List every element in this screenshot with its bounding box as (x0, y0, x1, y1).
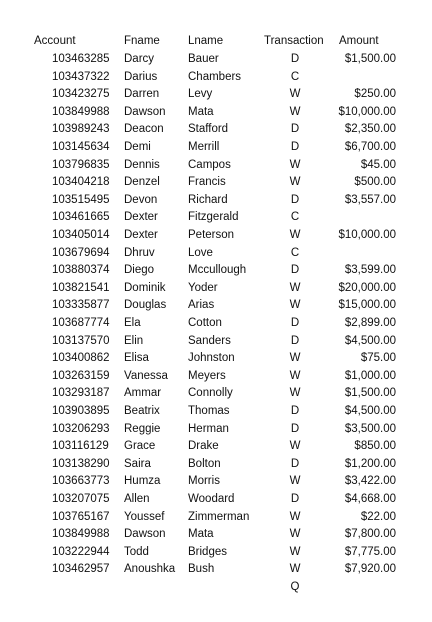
cell-fname: Dennis (124, 158, 160, 171)
cell-transaction: D (290, 123, 300, 136)
cell-account: 103849988 (52, 105, 110, 118)
table-row (0, 509, 432, 526)
cell-lname: Levy (188, 88, 213, 101)
cell-lname: Bridges (188, 545, 227, 558)
cell-account: 103145634 (52, 141, 110, 153)
cell-transaction: D (290, 457, 300, 470)
table-row (0, 385, 432, 402)
cell-fname: Todd (124, 545, 149, 558)
cell-account: 103263159 (52, 369, 110, 382)
column-header-lname: Lname (188, 35, 224, 47)
table-row (0, 421, 432, 438)
cell-account: 103206293 (52, 422, 110, 435)
cell-transaction: W (289, 176, 301, 189)
column-header-amount: Amount (339, 35, 379, 47)
cell-account: 103138290 (52, 457, 110, 470)
cell-fname: Grace (124, 440, 156, 453)
cell-lname: Stafford (188, 123, 229, 136)
cell-amount: $1,200.00 (344, 457, 396, 470)
table-row (0, 69, 432, 86)
table-row (0, 121, 432, 138)
cell-account: 103335877 (52, 299, 110, 312)
cell-account: 103903895 (52, 405, 110, 417)
cell-fname: Devon (124, 193, 158, 206)
cell-lname: Johnston (188, 352, 235, 365)
cell-lname: Bauer (188, 53, 219, 65)
cell-fname: Demi (124, 141, 151, 153)
cell-account: 103222944 (52, 545, 110, 558)
table-row (0, 315, 432, 332)
cell-account: 103116129 (52, 440, 109, 453)
cell-lname: Peterson (188, 229, 235, 241)
cell-lname: Love (188, 246, 213, 259)
cell-lname: Mata (188, 105, 214, 118)
cell-transaction: W (289, 387, 301, 400)
cell-account: 103821541 (52, 281, 110, 294)
cell-amount: $45.00 (360, 158, 396, 171)
cell-lname: Merrill (188, 141, 220, 153)
cell-transaction: D (290, 193, 300, 206)
cell-lname: Bolton (188, 457, 221, 470)
cell-transaction: D (290, 334, 300, 347)
cell-transaction: W (289, 88, 301, 101)
cell-transaction: W (289, 352, 301, 365)
table-row (0, 350, 432, 367)
cell-amount: $2,899.00 (344, 317, 396, 329)
cell-lname: Zimmerman (188, 510, 250, 523)
cell-fname: Deacon (124, 123, 164, 136)
cell-fname: Dexter (124, 211, 158, 224)
cell-account: 103437322 (52, 70, 110, 83)
cell-amount: $6,700.00 (344, 141, 396, 153)
table-row (0, 579, 432, 596)
cell-transaction: D (290, 53, 300, 65)
cell-transaction: D (290, 422, 300, 435)
cell-amount: $3,500.00 (344, 422, 396, 435)
table-row (0, 491, 432, 508)
cell-fname: Ammar (124, 387, 162, 400)
cell-fname: Ela (124, 317, 141, 329)
cell-amount: $7,920.00 (344, 563, 396, 576)
cell-lname: Campos (188, 158, 231, 171)
cell-transaction: W (289, 528, 301, 541)
cell-lname: Sanders (188, 334, 231, 347)
table-row (0, 280, 432, 297)
cell-amount: $850.00 (354, 440, 396, 453)
table-row (0, 368, 432, 385)
cell-fname: Saira (124, 457, 151, 470)
cell-transaction: W (289, 440, 301, 453)
cell-account: 103207075 (52, 493, 110, 505)
cell-fname: Dominik (124, 281, 166, 294)
table-header-row (0, 33, 432, 50)
cell-transaction: D (290, 405, 300, 417)
cell-account: 103293187 (52, 387, 110, 400)
cell-amount: $4,500.00 (344, 405, 396, 417)
cell-transaction: W (289, 105, 301, 118)
table-row (0, 473, 432, 490)
cell-fname: Elin (124, 334, 144, 347)
table-row (0, 438, 432, 455)
cell-lname: Drake (188, 440, 219, 453)
cell-amount: $3,557.00 (344, 193, 396, 206)
cell-fname: Beatrix (124, 405, 160, 417)
cell-transaction: W (289, 299, 301, 312)
table-row (0, 456, 432, 473)
cell-fname: Elisa (124, 352, 149, 365)
cell-amount: $500.00 (354, 176, 396, 189)
cell-transaction: W (289, 281, 301, 294)
table-row (0, 157, 432, 174)
cell-lname: Arias (188, 299, 215, 312)
table-row (0, 544, 432, 561)
cell-lname: Bush (188, 563, 215, 576)
cell-fname: Darren (124, 88, 160, 101)
cell-amount: $2,350.00 (344, 123, 396, 136)
cell-lname: Francis (188, 176, 226, 189)
cell-account: 103880374 (52, 264, 110, 277)
cell-lname: Fitzgerald (188, 211, 239, 224)
cell-amount: $7,775.00 (344, 545, 396, 558)
cell-transaction: C (290, 246, 300, 259)
table-row (0, 86, 432, 103)
cell-amount: $20,000.00 (338, 281, 396, 294)
table-row (0, 227, 432, 244)
cell-account: 103663773 (52, 475, 110, 488)
cell-transaction: W (289, 229, 301, 241)
cell-fname: Dawson (124, 528, 166, 541)
cell-lname: Chambers (188, 70, 242, 83)
cell-fname: Reggie (124, 422, 161, 435)
cell-amount: $10,000.00 (338, 229, 396, 241)
table-row (0, 192, 432, 209)
cell-account: 103405014 (52, 229, 110, 241)
table-row (0, 561, 432, 578)
cell-transaction: C (290, 211, 300, 224)
cell-account: 103463285 (52, 53, 110, 65)
table-row (0, 104, 432, 121)
cell-lname: Richard (188, 193, 228, 206)
cell-lname: Morris (188, 475, 220, 488)
cell-amount: $22.00 (360, 510, 396, 523)
cell-account: 103400862 (52, 352, 110, 365)
cell-transaction: W (289, 475, 301, 488)
cell-fname: Darcy (124, 53, 155, 65)
cell-transaction: W (289, 563, 301, 576)
table-row (0, 139, 432, 156)
cell-fname: Dexter (124, 229, 158, 241)
cell-account: 103462957 (52, 563, 110, 576)
cell-transaction: D (290, 141, 300, 153)
cell-lname: Mata (188, 528, 214, 541)
cell-account: 103461665 (52, 211, 110, 224)
cell-transaction: D (290, 317, 300, 329)
cell-amount: $15,000.00 (338, 299, 396, 312)
table-row (0, 526, 432, 543)
cell-account: 103515495 (52, 193, 110, 206)
cell-fname: Douglas (124, 299, 167, 312)
cell-transaction: W (289, 545, 301, 558)
table-row (0, 297, 432, 314)
cell-fname: Diego (124, 264, 155, 277)
cell-account: 103989243 (52, 123, 110, 136)
table-row (0, 262, 432, 279)
cell-transaction: W (289, 369, 301, 382)
cell-amount: $1,000.00 (344, 369, 396, 382)
cell-amount: $250.00 (354, 88, 396, 101)
cell-amount: $75.00 (360, 352, 396, 365)
cell-account: 103687774 (52, 317, 110, 329)
cell-amount: $4,668.00 (344, 493, 396, 505)
column-header-transaction: Transaction (264, 35, 324, 47)
cell-transaction: D (290, 264, 300, 277)
table-row (0, 174, 432, 191)
column-header-fname: Fname (124, 35, 160, 47)
table-row (0, 333, 432, 350)
cell-fname: Dhruv (124, 246, 155, 259)
cell-fname: Youssef (124, 510, 165, 523)
cell-fname: Denzel (124, 176, 160, 189)
cell-fname: Darius (124, 70, 158, 83)
column-header-account: Account (34, 35, 76, 47)
cell-account: 103404218 (52, 176, 110, 189)
cell-lname: Connolly (188, 387, 233, 400)
cell-fname: Anoushka (124, 563, 176, 576)
cell-fname: Humza (124, 475, 161, 488)
cell-amount: $7,800.00 (344, 528, 396, 541)
cell-lname: Thomas (188, 405, 230, 417)
cell-lname: Meyers (188, 369, 226, 382)
cell-account: 103849988 (52, 528, 110, 541)
cell-transaction: Q (290, 581, 300, 593)
cell-lname: Yoder (188, 281, 218, 294)
table-row (0, 51, 432, 68)
cell-amount: $1,500.00 (344, 387, 396, 400)
cell-account: 103796835 (52, 158, 110, 171)
cell-fname: Allen (124, 493, 150, 505)
cell-lname: Cotton (188, 317, 222, 329)
table-row (0, 209, 432, 226)
cell-amount: $3,422.00 (344, 475, 396, 488)
cell-account: 103765167 (52, 510, 110, 523)
cell-transaction: W (289, 510, 301, 523)
cell-transaction: D (290, 493, 300, 505)
cell-account: 103679694 (52, 246, 110, 259)
cell-transaction: C (290, 70, 300, 83)
cell-amount: $10,000.00 (338, 105, 396, 118)
table-row (0, 245, 432, 262)
cell-fname: Dawson (124, 105, 166, 118)
table-row (0, 403, 432, 420)
cell-amount: $3,599.00 (344, 264, 396, 277)
cell-amount: $4,500.00 (344, 334, 396, 347)
cell-account: 103423275 (52, 88, 110, 101)
cell-account: 103137570 (52, 334, 110, 347)
cell-lname: Mccullough (188, 264, 247, 277)
cell-transaction: W (289, 158, 301, 171)
cell-amount: $1,500.00 (344, 53, 396, 65)
cell-lname: Herman (188, 422, 229, 435)
cell-fname: Vanessa (124, 369, 168, 382)
cell-lname: Woodard (188, 493, 235, 505)
